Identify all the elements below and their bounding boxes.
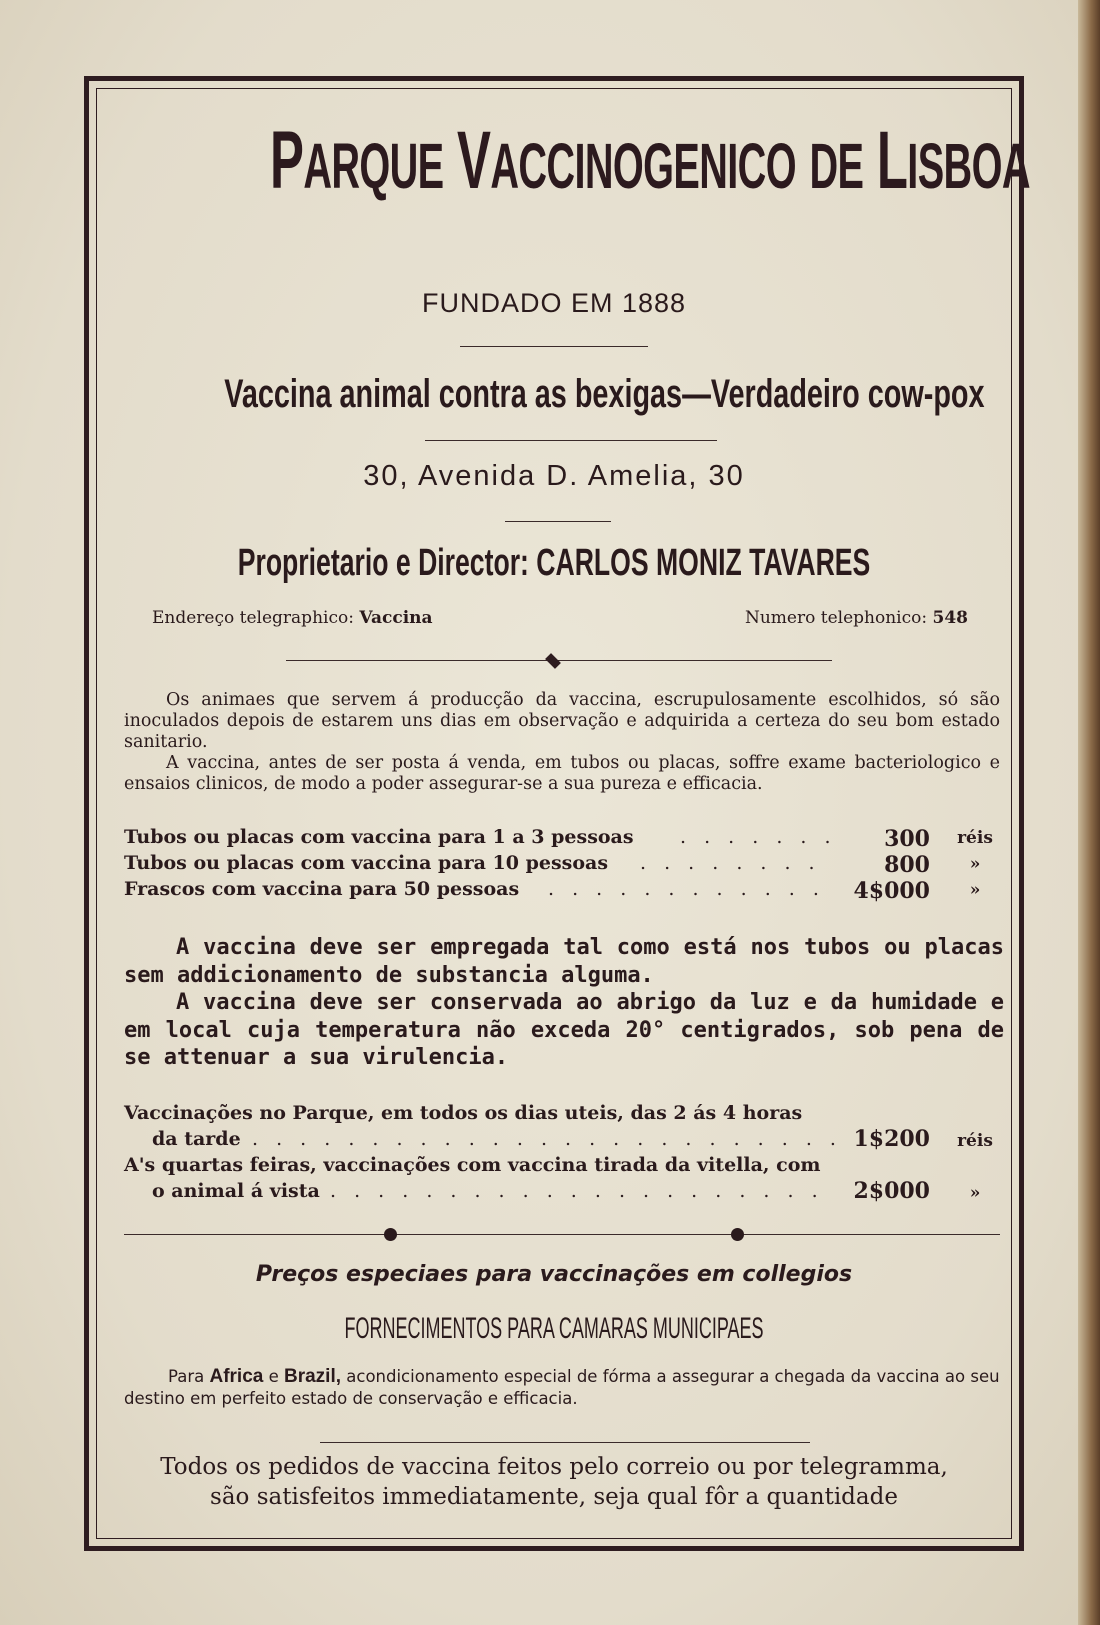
vaccination-price-row <box>124 1126 1000 1154</box>
closing-statement <box>96 1452 1012 1512</box>
vaccination-price-1 <box>124 1100 1000 1154</box>
instruction-paragraph-1: A vaccina deve ser empregada tal como está nos tubos ou placas sem addicionamento de substancia alguma. <box>124 935 1004 988</box>
closing-line-1: Todos os pedidos de vaccina feitos pelo correio ou por telegramma, <box>160 1454 948 1480</box>
vaccination-unit: réis <box>957 1131 993 1151</box>
special-prices-line: Preços especiaes para vaccinações em collegios <box>255 1262 853 1287</box>
telegraph-address: Endereço telegraphico: Vaccina <box>152 608 433 628</box>
bullet-ornament <box>731 1228 744 1241</box>
divider <box>320 1442 810 1443</box>
paper-edge <box>1078 0 1100 1625</box>
price-unit: » <box>969 880 981 900</box>
bullet-ornament <box>384 1228 397 1241</box>
intro-paragraph-1: Os animaes que servem á producção da vaccina, escrupulosamente escolhidos, só são inoculados depois de estarem uns dias em observação e adquirida a certeza do seu bom estado sanitario. <box>124 690 1000 752</box>
vaccination-label: da tarde <box>152 1128 241 1150</box>
divider <box>505 521 611 522</box>
price-row <box>124 826 1000 852</box>
vaccination-price-2 <box>124 1152 1000 1206</box>
contact-row <box>152 608 968 628</box>
price-unit: réis <box>957 828 993 848</box>
price-amount: 800 <box>884 852 930 878</box>
closing-line-2: são satisfeitos immediatamente, seja qual fôr a quantidade <box>210 1484 898 1510</box>
subtitle: Vaccina animal contra as bexigas—Verdadeiro cow-pox <box>224 372 985 416</box>
vaccination-description: Vaccinações no Parque, em todos os dias uteis, das 2 ás 4 horas <box>124 1102 803 1124</box>
price-row <box>124 878 1000 904</box>
leader-dots: . . . . . . . . . . . . . . . . . . . . . <box>330 1180 824 1202</box>
bullet-rule <box>124 1234 1000 1235</box>
founded-line: FUNDADO EM 1888 <box>421 288 687 318</box>
vaccination-amount: 2$000 <box>853 1178 930 1204</box>
price-label: Frascos com vaccina para 50 pessoas <box>124 878 520 900</box>
price-amount: 4$000 <box>853 878 930 904</box>
price-unit: » <box>969 854 981 874</box>
price-label: Tubos ou placas com vaccina para 1 a 3 pessoas <box>124 826 634 848</box>
africa-brazil-paragraph: Para Africa e Brazil, acondicionamento especial de fórma a assegurar a chegada da vaccina ao seu destino em perfeito estado de conservação e efficacia. <box>124 1366 1000 1408</box>
price-row <box>124 852 1000 878</box>
price-amount: 300 <box>884 826 930 852</box>
page-title: PARQUE VACCINOGENICO DE LISBOA <box>270 115 1030 206</box>
vaccination-label: o animal á vista <box>152 1180 320 1202</box>
director-line: Proprietario e Director: CARLOS MONIZ TAVARES <box>237 542 871 584</box>
price-list <box>124 826 1000 904</box>
telephone-number: Numero telephonico: 548 <box>744 608 968 628</box>
divider <box>425 440 717 441</box>
leader-dots: . . . . . . . <box>680 826 837 848</box>
intro-paragraph-2: A vaccina, antes de ser posta á venda, em tubos ou placas, soffre exame bacteriologico e ensaios clinicos, de modo a poder assegurar-se a sua pureza e efficacia. <box>124 753 1000 794</box>
supplies-line: FORNECIMENTOS PARA CAMARAS MUNICIPAES <box>344 1312 764 1345</box>
leader-dots: . . . . . . . . . . . . <box>548 878 825 900</box>
vaccination-unit: » <box>969 1183 981 1203</box>
vaccination-description: A's quartas feiras, vaccinações com vaccina tirada da vitella, com <box>124 1154 821 1176</box>
divider <box>460 346 648 347</box>
leader-dots: . . . . . . . . . . . . . . . . . . . . . . . . . <box>252 1128 842 1150</box>
price-label: Tubos ou placas com vaccina para 10 pessoas <box>124 852 609 874</box>
vaccination-amount: 1$200 <box>853 1126 930 1152</box>
instruction-paragraph-2: A vaccina deve ser conservada ao abrigo da luz e da humidade e em local cuja temperatura não exceda 20° centigrados, sob pena de se attenuar a sua virulencia. <box>124 990 1004 1070</box>
leader-dots: . . . . . . . . <box>640 852 821 874</box>
vaccination-price-row <box>124 1178 1000 1206</box>
address: 30, Avenida D. Amelia, 30 <box>363 460 745 492</box>
